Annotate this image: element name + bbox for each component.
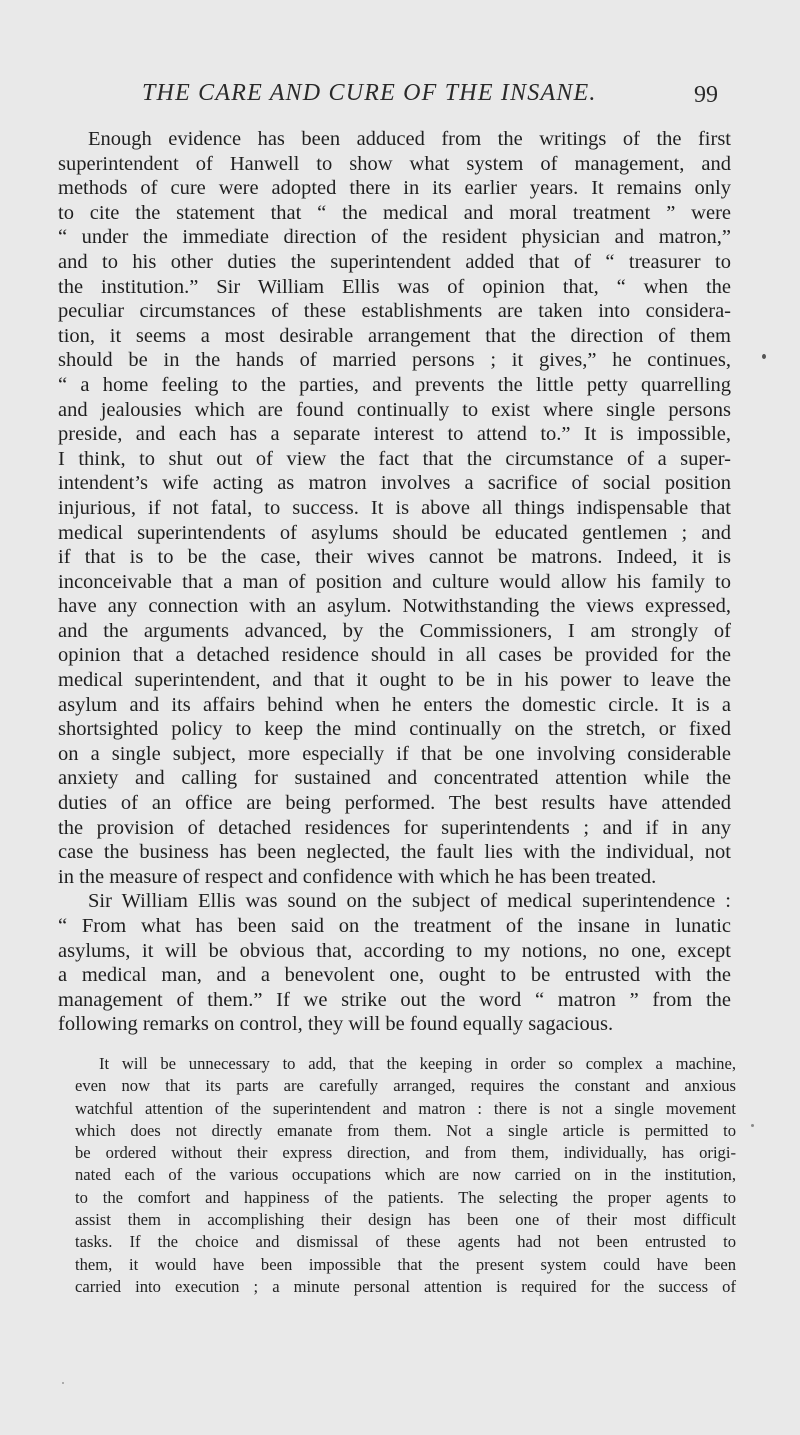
quote-line: tasks. If the choice and dismissal of these agents had not been entrusted to [75, 1232, 736, 1252]
text-line: opinion that a detached residence should in all cases be provided for the [58, 644, 731, 667]
text-line: a medical man, and a benevolent one, ought to be entrusted with the [58, 964, 731, 987]
page-number: 99 [694, 82, 718, 108]
text-line: and jealousies which are found continually to exist where single persons [58, 398, 731, 421]
text-line: “ a home feeling to the parties, and prevents the little petty quarrelling [58, 373, 731, 396]
text-line: case the business has been neglected, the fault lies with the individual, not [58, 841, 731, 864]
text-line: superintendent of Hanwell to show what system of management, and [58, 152, 731, 175]
text-line: the institution.” Sir William Ellis was of opinion that, “ when the [58, 275, 731, 298]
text-line: on a single subject, more especially if that be one involving considerable [58, 742, 731, 765]
quote-line: them, it would have been impossible that the present system could have been [75, 1254, 736, 1274]
text-line: Sir William Ellis was sound on the subject of medical superintendence : [88, 890, 731, 913]
quote-line: carried into execution ; a minute personal attention is required for the success of [75, 1276, 736, 1296]
quote-line: be ordered without their express direction, and from them, individually, has origi- [75, 1143, 736, 1163]
text-line: preside, and each has a separate interest to attend to.” It is impossible, [58, 423, 731, 446]
running-head [58, 80, 722, 110]
quote-line: to the comfort and happiness of the patients. The selecting the proper agents to [75, 1187, 736, 1207]
running-title: THE CARE AND CURE OF THE INSANE. [142, 80, 597, 106]
text-line: shortsighted policy to keep the mind continually on the stretch, or fixed [58, 718, 731, 741]
text-line: injurious, if not fatal, to success. It is above all things indispensable that [58, 496, 731, 519]
text-line: and to his other duties the superintendent added that of “ treasurer to [58, 250, 731, 273]
text-line: medical superintendent, and that it ought to be in his power to leave the [58, 669, 731, 692]
text-line: Enough evidence has been adduced from the writings of the first [88, 128, 731, 150]
text-line: intendent’s wife acting as matron involves a sacrifice of social position [58, 472, 731, 495]
quote-line: which does not directly emanate from them. Not a single article is permitted to [75, 1120, 736, 1140]
text-line: “ under the immediate direction of the resident physician and matron,” [58, 226, 731, 249]
text-line: should be in the hands of married persons ; it gives,” he continues, [58, 349, 731, 372]
text-line: peculiar circumstances of these establishments are taken into considera- [58, 300, 731, 323]
text-line: I think, to shut out of view the fact that the circumstance of a super- [58, 447, 731, 470]
quote-line: even now that its parts are carefully arranged, requires the constant and anxious [75, 1076, 736, 1096]
text-line: management of them.” If we strike out the word “ matron ” from the [58, 988, 731, 1011]
ink-speck [762, 354, 766, 359]
text-line: in the measure of respect and confidence with which he has been treated. [58, 865, 657, 888]
text-line: following remarks on control, they will be found equally sagacious. [58, 1013, 614, 1036]
ink-speck [62, 1382, 64, 1384]
text-line: inconceivable that a man of position and culture would allow his family to [58, 570, 731, 593]
quote-line: watchful attention of the superintendent and matron : there is not a single movement [75, 1098, 736, 1118]
text-line: have any connection with an asylum. Notwithstanding the views expressed, [58, 595, 731, 618]
block-quote [75, 1053, 736, 1298]
text-line: asylums, it will be obvious that, according to my notions, no one, except [58, 939, 731, 962]
text-line: medical superintendents of asylums should be educated gentlemen ; and [58, 521, 731, 544]
text-line: anxiety and calling for sustained and concentrated attention while the [58, 767, 731, 790]
ink-speck [751, 1124, 754, 1127]
text-line: the provision of detached residences for superintendents ; and if in any [58, 816, 731, 839]
text-line: tion, it seems a most desirable arrangement that the direction of them [58, 324, 731, 347]
quote-line: nated each of the various occupations which are now carried on in the institution, [75, 1165, 736, 1185]
text-line: “ From what has been said on the treatment of the insane in lunatic [58, 915, 731, 937]
text-line: and the arguments advanced, by the Commissioners, I am strongly of [58, 619, 731, 642]
text-line: methods of cure were adopted there in its earlier years. It remains only [58, 177, 731, 200]
quote-line: It will be unnecessary to add, that the keeping in order so complex a machine, [99, 1054, 736, 1073]
text-line: if that is to be the case, their wives cannot be matrons. Indeed, it is [58, 546, 731, 569]
main-text [58, 127, 731, 1037]
text-line: to cite the statement that “ the medical and moral treatment ” were [58, 201, 731, 224]
text-line: duties of an office are being performed. The best results have attended [58, 792, 731, 815]
quote-line: assist them in accomplishing their design has been one of their most difficult [75, 1210, 736, 1230]
text-line: asylum and its affairs behind when he enters the domestic circle. It is a [58, 693, 731, 716]
